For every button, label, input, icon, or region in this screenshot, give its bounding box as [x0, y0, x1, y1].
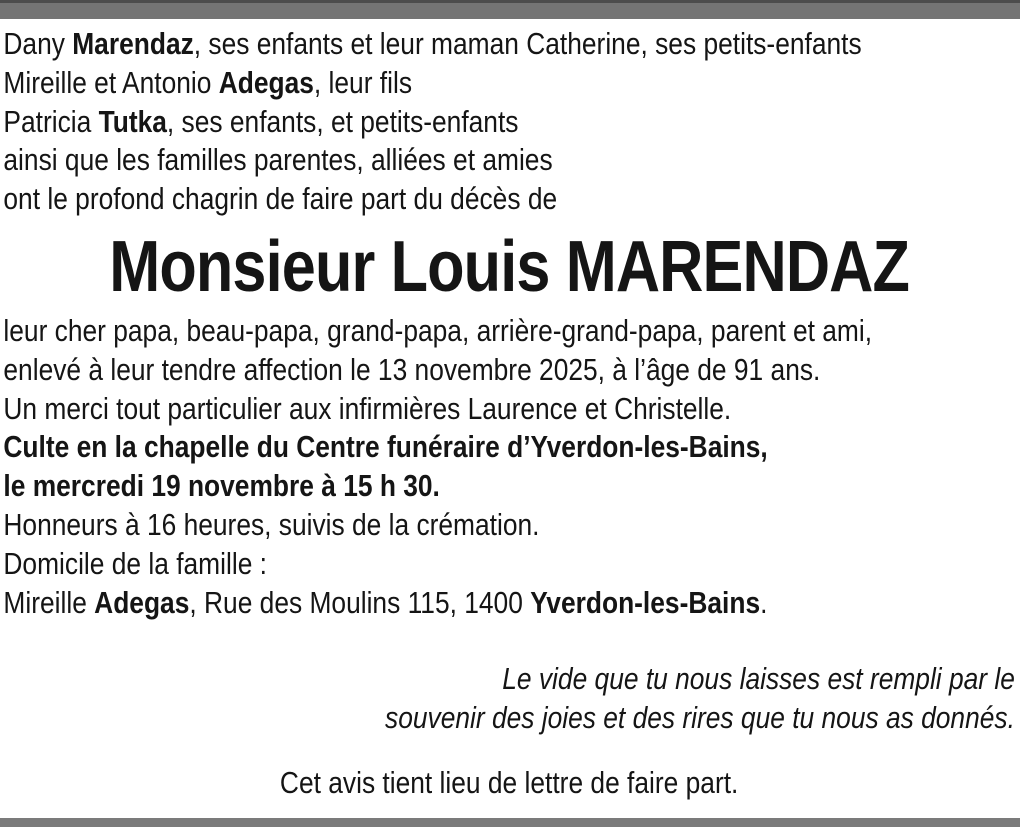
- intro-line-families: [3, 141, 1015, 180]
- text-segment: Patricia: [3, 103, 99, 139]
- text-segment: leur cher papa, beau-papa, grand-papa, arrière-grand-papa, parent et ami,: [3, 312, 873, 348]
- death-date-line: [3, 351, 1015, 390]
- text-segment: , ses enfants et leur maman Catherine, ses petits-enfants: [193, 26, 862, 61]
- deceased-name-title: Monsieur Louis MARENDAZ: [109, 226, 910, 307]
- top-border-bar: [0, 0, 1020, 19]
- intro-line-family-3: [3, 103, 1015, 142]
- quote-line-2: souvenir des joies et des rires que tu nous as donnés.: [385, 700, 1015, 736]
- honors-line: [3, 506, 1015, 545]
- text-segment: Culte en la chapelle du Centre funéraire d’Yverdon-les-Bains,: [3, 429, 768, 465]
- memorial-quote: [3, 660, 1015, 738]
- family-name-adegas: Adegas: [218, 64, 314, 100]
- text-segment: le mercredi 19 novembre à 15 h 30.: [3, 468, 440, 504]
- text-segment: Domicile de la famille :: [3, 545, 267, 581]
- relations-line: [3, 312, 1015, 351]
- text-segment: .: [760, 584, 768, 620]
- city-name: Yverdon-les-Bains: [530, 584, 761, 620]
- text-segment: Dany: [3, 26, 73, 61]
- text-segment: , Rue des Moulins 115, 1400: [189, 584, 531, 620]
- intro-line-family-1: [3, 25, 1015, 64]
- quote-line-1: Le vide que tu nous laisses est rempli par le: [502, 661, 1015, 697]
- residence-label-line: [3, 545, 1015, 584]
- text-segment: , leur fils: [313, 64, 413, 100]
- text-segment: ainsi que les familles parentes, alliées et amies: [3, 142, 553, 178]
- family-name-adegas: Adegas: [94, 584, 190, 620]
- thanks-line: [3, 390, 1015, 429]
- text-segment: Mireille: [3, 584, 95, 620]
- residence-address-line: [3, 584, 1015, 623]
- text-segment: Un merci tout particulier aux infirmières Laurence et Christelle.: [3, 390, 732, 426]
- bottom-border-bar: [0, 818, 1020, 827]
- text-segment: , ses enfants, et petits-enfants: [166, 103, 519, 139]
- intro-line-announcement: [3, 180, 1015, 219]
- service-location-line: [3, 428, 1015, 467]
- family-name-marendaz: Marendaz: [72, 26, 194, 61]
- service-time-line: [3, 467, 1015, 506]
- text-segment: Honneurs à 16 heures, suivis de la crémation.: [3, 506, 540, 542]
- closing-line: Cet avis tient lieu de lettre de faire part.: [279, 764, 739, 800]
- text-segment: ont le profond chagrin de faire part du décès de: [3, 181, 558, 217]
- family-name-tutka: Tutka: [98, 103, 167, 139]
- obituary-notice: [0, 19, 1020, 803]
- text-segment: Mireille et Antonio: [3, 64, 219, 100]
- text-segment: enlevé à leur tendre affection le 13 novembre 2025, à l’âge de 91 ans.: [3, 351, 821, 387]
- intro-line-family-2: [3, 64, 1015, 103]
